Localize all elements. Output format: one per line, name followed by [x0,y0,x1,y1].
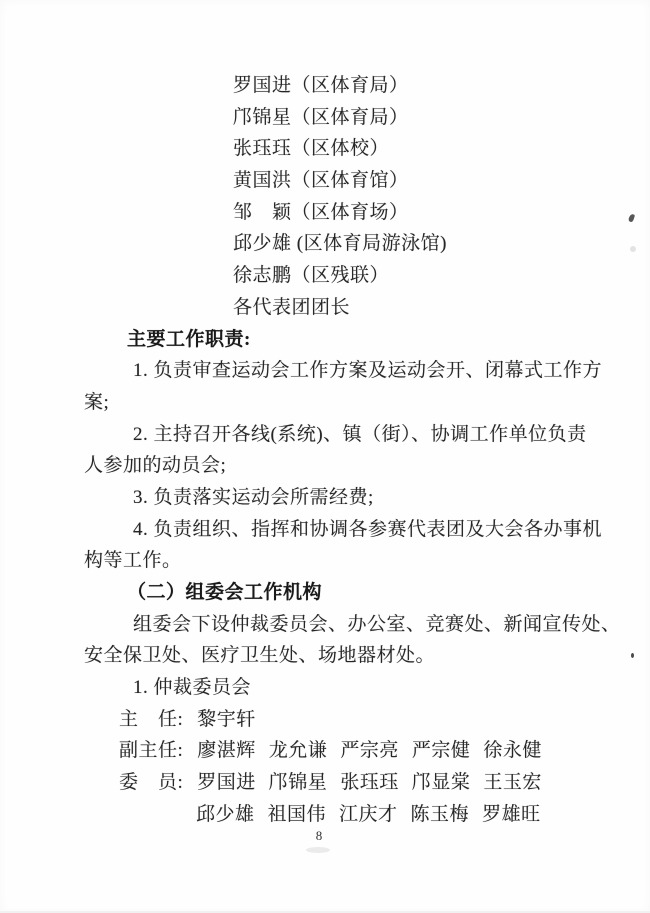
deputy-name: 龙允谦 [268,740,328,762]
deputy-label: 副主任: [119,740,184,762]
member-name: 祖国伟 [267,803,327,825]
responsibility-line: 构等工作。 [84,550,182,572]
responsibility-line: 4. 负责组织、指挥和协调各参赛代表团及大会各办事机 [133,518,603,540]
members-row [0,767,650,799]
members-label: 委 员: [119,772,184,794]
deputy-row [0,735,650,767]
director-label: 主 任: [119,708,184,730]
member-list-line: 黄国洪（区体育馆） [233,170,409,192]
responsibility-line: 人参加的动员会; [84,455,227,477]
responsibilities-heading: 主要工作职责: [127,328,251,350]
director-name: 黎宇轩 [197,708,256,730]
responsibility-line: 1. 负责审查运动会工作方案及运动会开、闭幕式工作方 [133,360,603,382]
scan-speck [630,246,636,252]
section-body-line: 组委会下设仲裁委员会、办公室、竞赛处、新闻宣传处、 [133,613,621,635]
arbitration-heading: 1. 仲裁委员会 [133,677,252,699]
member-name: 罗国进 [197,772,256,794]
deputy-name: 严宗健 [411,740,471,762]
scan-smudge [306,847,330,853]
deputy-name: 徐永健 [483,740,542,762]
director-row [0,704,650,736]
page-number: 8 [315,828,323,843]
member-list-line: 徐志鹏（区残联） [233,265,390,287]
member-name: 邱少雄 [196,803,255,825]
deputy-name: 廖湛辉 [197,740,256,762]
member-list-line: 邝锦星（区体育局） [233,106,409,128]
member-list-line: 邱少雄 (区体育局游泳馆) [233,233,447,255]
members-row [0,799,650,831]
member-name: 陈玉梅 [410,803,470,825]
section-body-line: 安全保卫处、医疗卫生处、场地器材处。 [84,645,436,667]
member-name: 罗雄旺 [482,803,541,825]
responsibility-line: 2. 主持召开各线(系统)、镇（街）、协调工作单位负责 [133,423,587,445]
section-heading: （二）组委会工作机构 [127,582,323,603]
member-name: 张珏珏 [340,772,399,794]
member-name: 邝锦星 [268,772,328,794]
member-name: 江庆才 [339,803,398,825]
member-list-line: 邹 颖（区体育场） [233,201,409,223]
responsibility-line: 案; [84,391,110,413]
member-name: 邝显棠 [411,772,471,794]
member-list-line: 张珏珏（区体校） [233,138,390,160]
member-list-line: 各代表团团长 [233,296,351,318]
responsibility-line: 3. 负责落实运动会所需经费; [133,486,374,508]
document-content [0,70,650,831]
member-list-line: 罗国进（区体育局） [233,75,409,96]
scan-speck [631,653,634,658]
member-name: 王玉宏 [483,772,542,794]
deputy-name: 严宗亮 [340,740,399,762]
